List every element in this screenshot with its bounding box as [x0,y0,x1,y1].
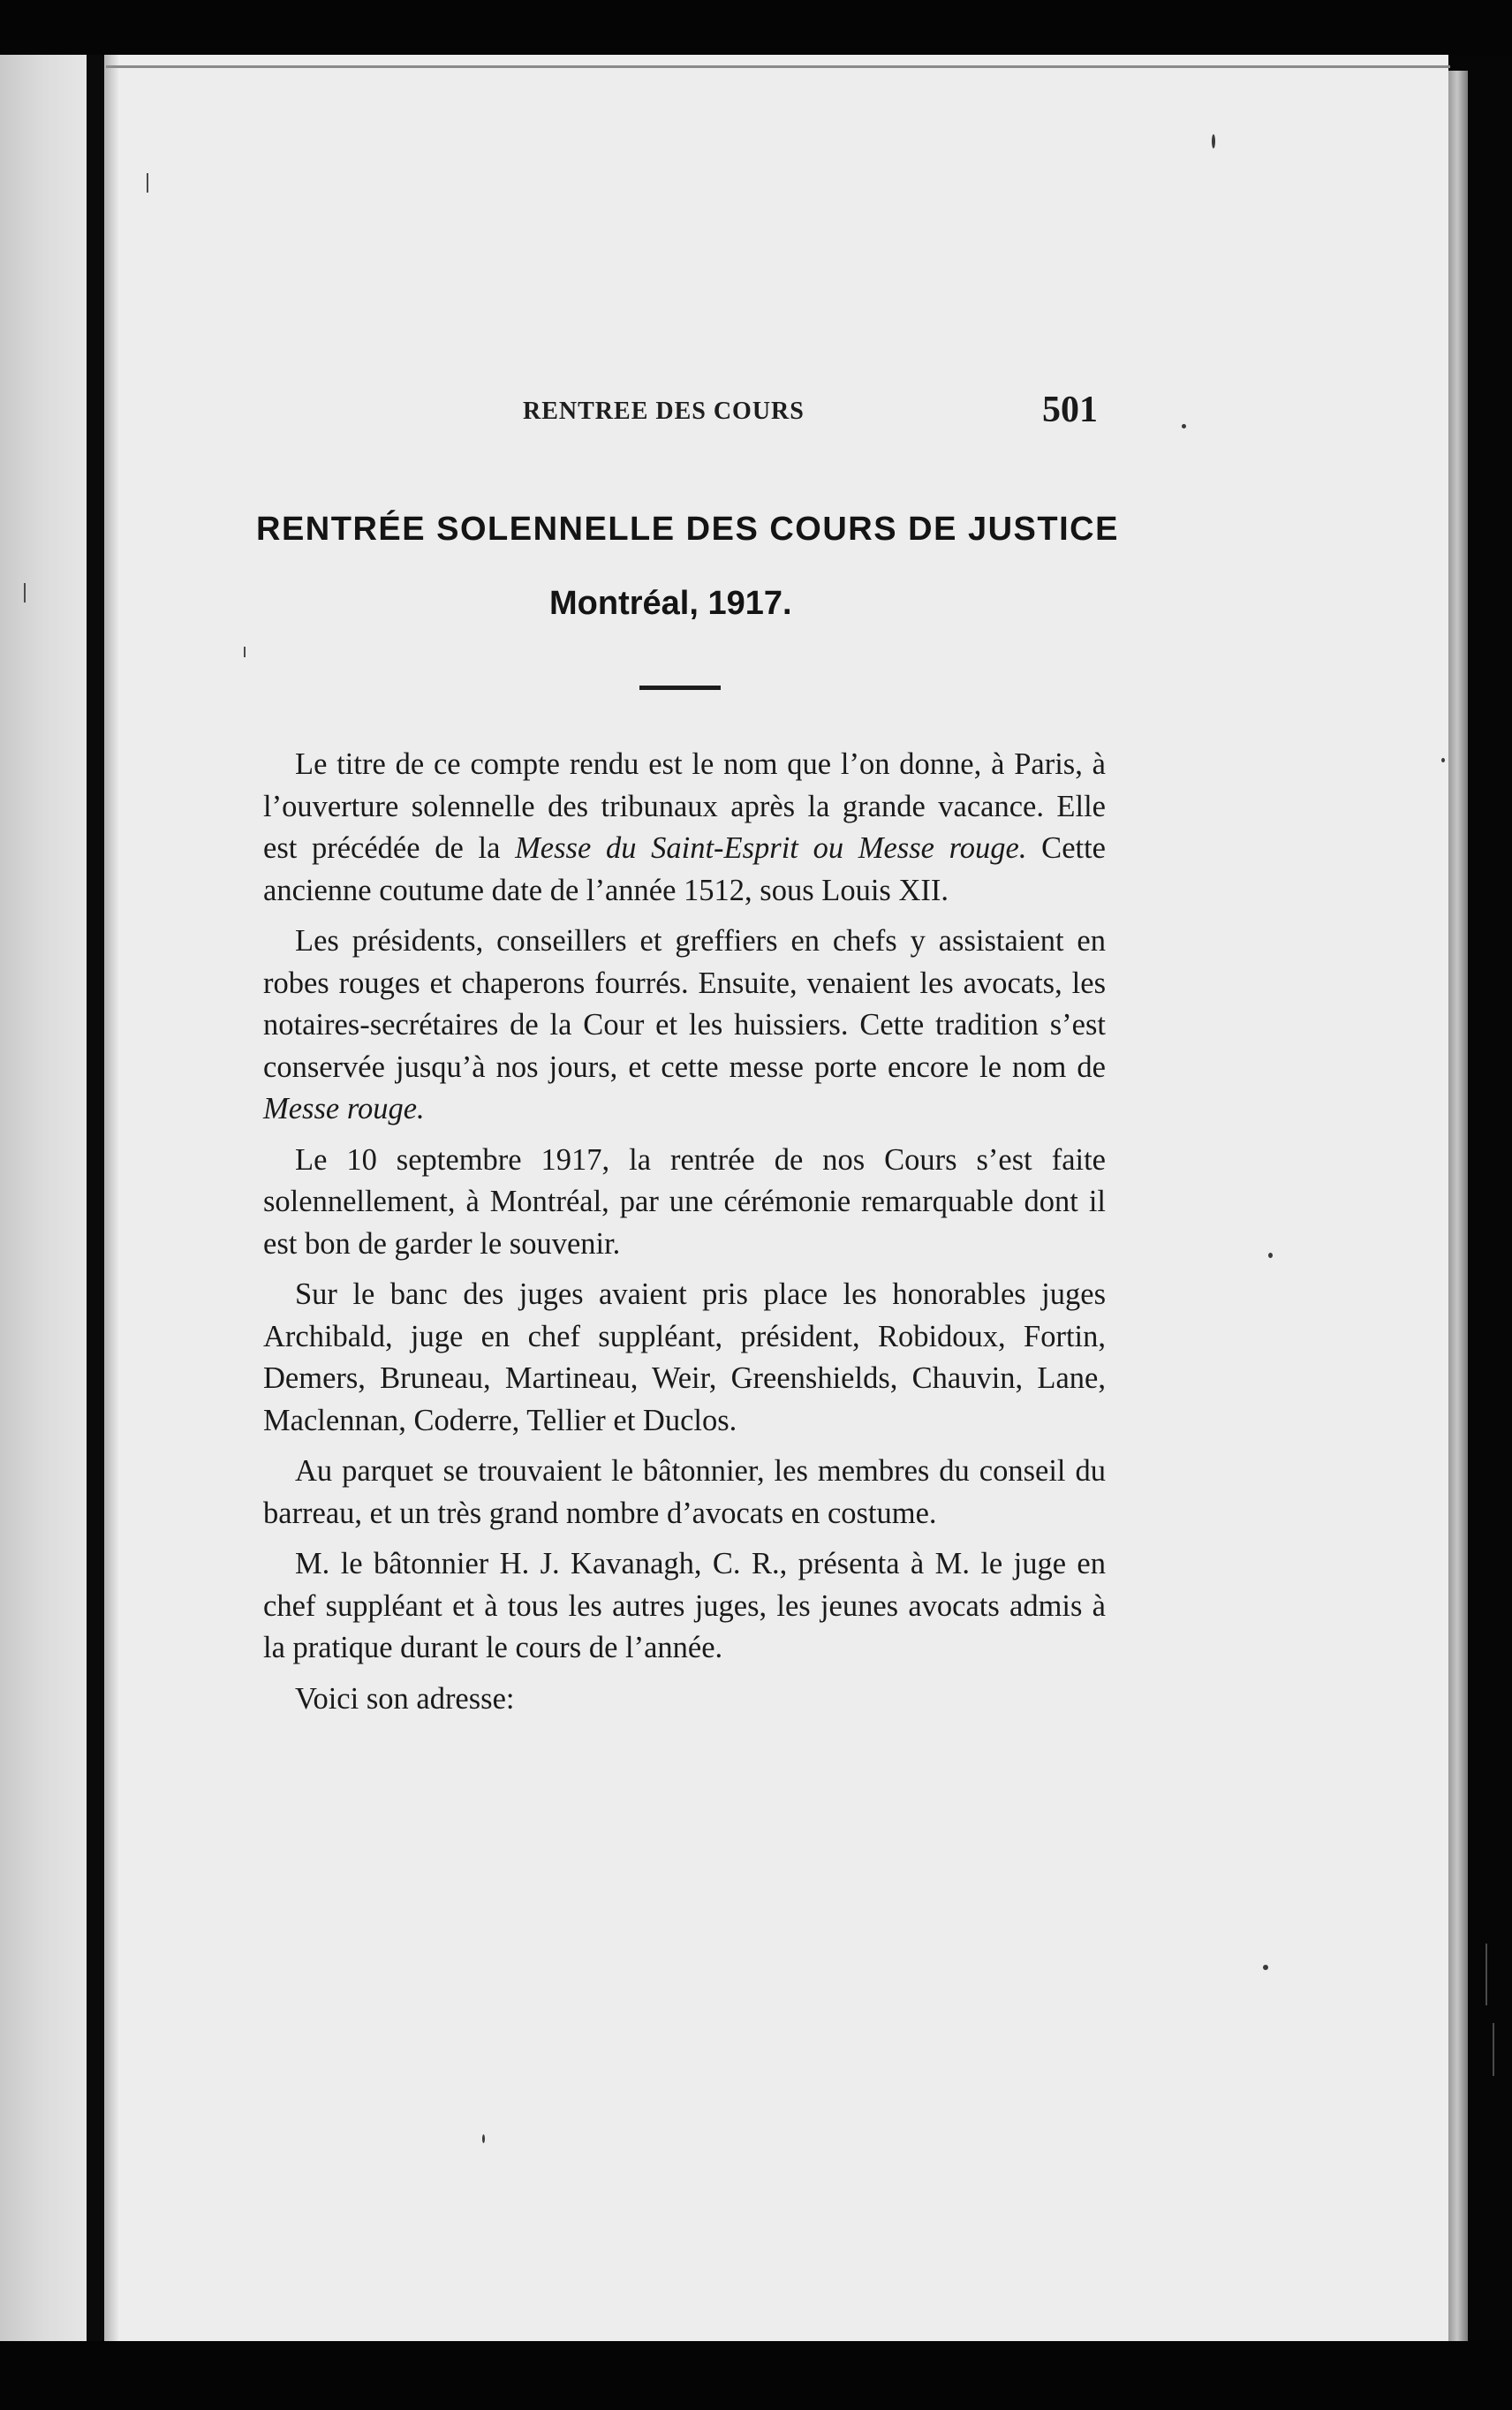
facing-page-edge [0,55,88,2343]
article-title: RENTRÉE SOLENNELLE DES COURS DE JUSTICE [256,511,1119,548]
paragraph: Le titre de ce compte rendu est le nom que l’on donne, à Paris, à l’ouverture solennelle des tribunaux après la grande vacance. Elle est précédée de la Messe du Saint-Esprit ou Messe rouge. Cette ancienne coutume date de l’année 1512, sous Louis XII. [263,747,1106,907]
paragraph: M. le bâtonnier H. J. Kavanagh, C. R., présenta à M. le juge en chef suppléant et à tous les autres juges, les jeunes avocats admis à la pratique durant le cours de l’année. [263,1547,1106,1664]
page-number: 501 [1042,390,1098,430]
scan-scratch [147,173,148,193]
paragraph: Le 10 septembre 1917, la rentrée de nos Cours s’est faite solennellement, à Montréal, par une cérémonie remarquable dont il est bon de garder le souvenir. [263,1142,1106,1261]
scan-scratch [1486,1944,1487,2005]
scan-scratch [244,647,246,657]
paragraph: Les présidents, conseillers et greffiers en chefs y assistaient en robes rouges et chaperons fourrés. Ensuite, venaient les avocats, les notaires-secrétaires de la Cour et les huissiers. Cette tradition s’est conservée jusqu’à nos jours, et cette messe porte encore le nom de Messe rouge. [263,924,1106,1125]
page-top-edge [106,65,1450,68]
article-subtitle: Montréal, 1917. [549,585,792,622]
dust-speck [1263,1965,1268,1970]
dust-speck [1441,758,1445,762]
dust-speck [482,2134,485,2143]
scan-scratch [1493,2023,1494,2076]
title-rule [639,686,721,690]
scan-border-right [1468,55,1512,2343]
article-body [263,744,1106,1729]
paragraph: Voici son adresse: [295,1681,515,1716]
page-fore-edge [1448,71,1468,2341]
book-gutter [87,55,104,2343]
dust-speck [1182,424,1186,428]
scan-border-bottom [0,2341,1512,2410]
running-head: RENTREE DES COURS [523,398,805,425]
dust-speck [1212,134,1215,148]
dust-speck [1268,1253,1273,1258]
paragraph: Au parquet se trouvaient le bâtonnier, les membres du conseil du barreau, et un très grand nombre d’avocats en costume. [263,1454,1106,1530]
paragraph: Sur le banc des juges avaient pris place les honorables juges Archibald, juge en chef suppléant, président, Robidoux, Fortin, Demers, Bruneau, Martineau, Weir, Greenshields, Chauvin, Lane, Maclennan, Coderre, Tellier et Duclos. [263,1277,1106,1437]
gutter-shadow [104,55,118,2343]
scan-border-top [0,0,1512,55]
scan-scratch [24,583,26,602]
